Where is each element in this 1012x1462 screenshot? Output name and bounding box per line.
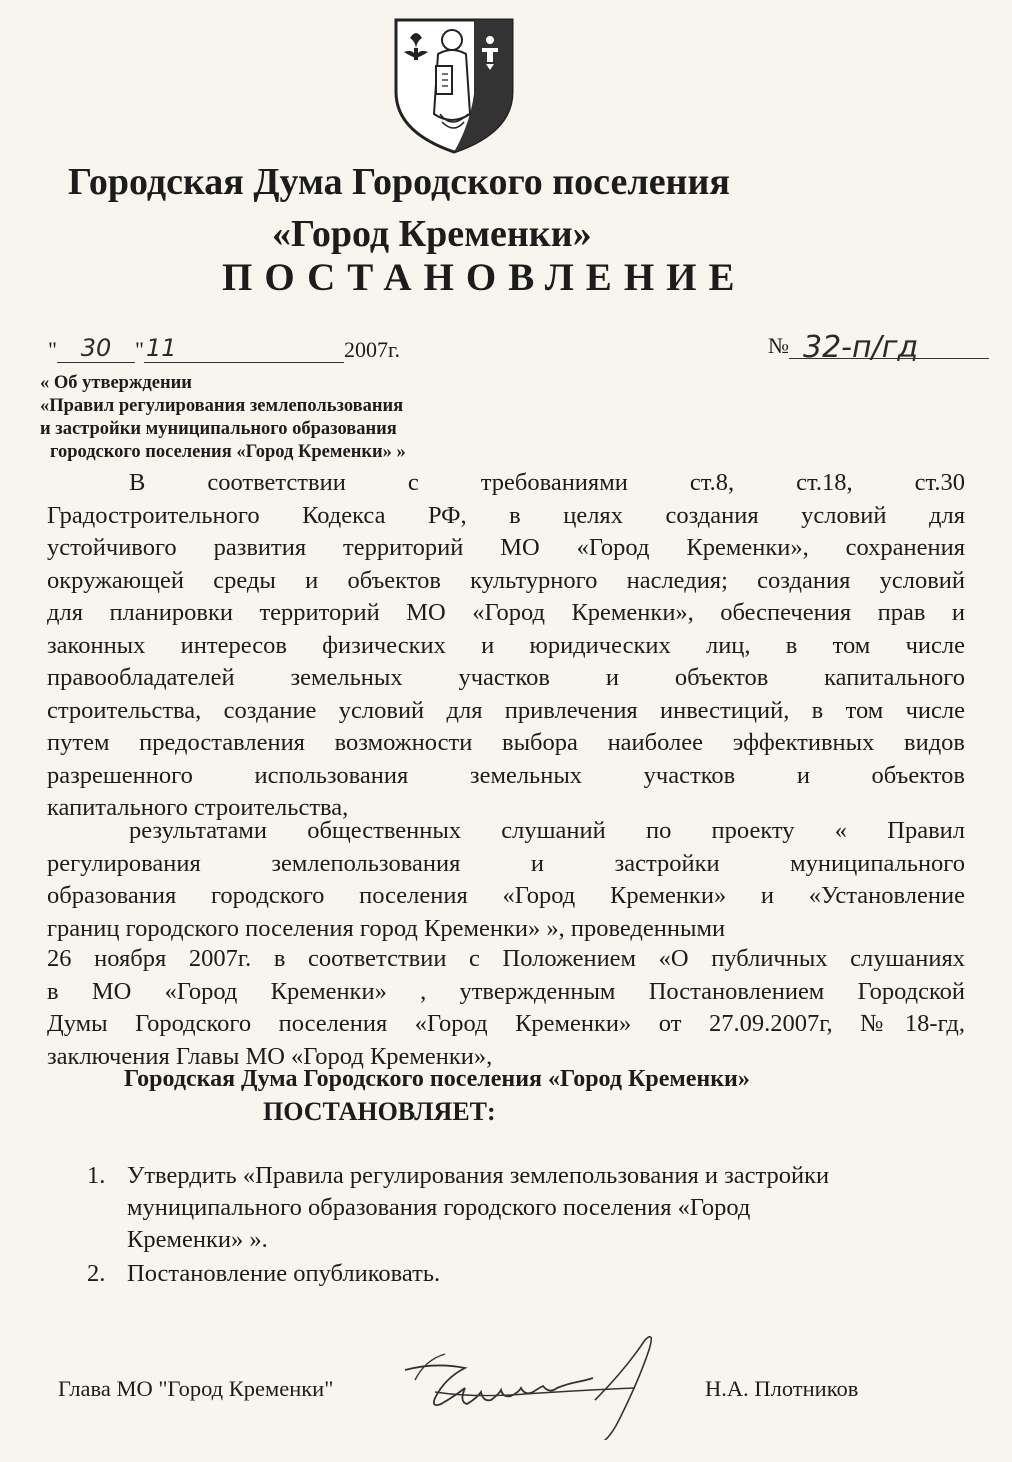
text-line: правообладателей земельных участков и объектов капитального: [47, 664, 965, 691]
document-number: [768, 330, 989, 365]
list-item-line: Утвердить «Правила регулирования землепользования и застройки: [127, 1162, 830, 1189]
coat-of-arms-icon: [390, 14, 518, 156]
text-line: Думы Городского поселения «Город Кременки» от 27.09.2007г, №18-гд,: [47, 1010, 965, 1037]
text-line: заключения Главы МО «Город Кременки»,: [47, 1042, 493, 1070]
organization-title-line1: Городская Дума Городского поселения: [68, 161, 730, 203]
date-year: 2007г.: [343, 337, 401, 362]
document-subject: [40, 372, 510, 464]
decree-authority: Городская Дума Городского поселения «Город Кременки»: [124, 1066, 750, 1092]
list-item-number: 2.: [87, 1260, 106, 1287]
date-day: 30: [57, 334, 135, 363]
list-item-line: Кременки» ».: [127, 1226, 268, 1253]
hearings-paragraph: [47, 815, 965, 945]
document-date: [48, 334, 400, 363]
date-month: 11: [144, 334, 344, 363]
subject-line: «Правил регулирования землепользования: [40, 396, 404, 416]
handwritten-signature-icon: [395, 1330, 695, 1440]
text-line: регулирования землепользования и застройки муниципального: [47, 849, 965, 877]
list-item-line: Постановление опубликовать.: [127, 1260, 441, 1287]
signatory-title: Глава МО "Город Кременки": [58, 1376, 334, 1401]
subject-line: и застройки муниципального образования: [40, 419, 397, 439]
text-line: окружающей среды и объектов культурного наследия; создания условий: [47, 566, 965, 594]
text-line: Градостроительного Кодекса РФ, в целях создания условий для: [47, 501, 965, 529]
preamble-paragraph: [47, 467, 965, 825]
regulation-paragraph: [47, 943, 965, 1073]
text-line: строительства, создание условий для привлечения инвестиций, в том числе: [47, 696, 965, 724]
text-line: образования городского поселения «Город Кременки» и «Установление: [47, 882, 965, 909]
text-line: путем предоставления возможности выбора наиболее эффективных видов: [47, 729, 965, 756]
document-type-title: ПОСТАНОВЛЕНИЕ: [222, 256, 747, 299]
text-line: 26 ноября 2007г. в соответствии с Положением «О публичных слушаниях: [47, 945, 965, 972]
text-line: В соответствии с требованиями ст.8, ст.18, ст.30: [129, 469, 965, 496]
list-item-number: 1.: [87, 1162, 106, 1189]
text-line: капитального строительства,: [47, 794, 349, 821]
list-item: [87, 1160, 967, 1260]
list-item: [87, 1258, 967, 1294]
text-line: устойчивого развития территорий МО «Город Кременки», сохранения: [47, 534, 965, 561]
text-line: в МО «Город Кременки» , утвержденным Постановлением Городской: [47, 977, 965, 1005]
list-item-line: муниципального образования городского поселения «Город: [127, 1194, 751, 1221]
text-line: разрешенного использования земельных участков и объектов: [47, 761, 965, 789]
text-line: границ городского поселения город Кременки» », проведенными: [47, 914, 726, 942]
text-line: для планировки территорий МО «Город Кременки», обеспечения прав и: [47, 599, 965, 626]
subject-line: городского поселения «Город Кременки» »: [50, 442, 406, 462]
date-quote-open: ": [48, 337, 57, 362]
text-line: законных интересов физических и юридических лиц, в том числе: [47, 631, 965, 659]
decree-heading: ПОСТАНОВЛЯЕТ:: [263, 1097, 496, 1126]
number-prefix: №: [768, 333, 789, 358]
subject-line: « Об утверждении: [40, 373, 192, 393]
signatory-name: Н.А. Плотников: [705, 1376, 859, 1401]
organization-title-line2: «Город Кременки»: [272, 213, 592, 255]
text-line: результатами общественных слушаний по проекту « Правил: [129, 817, 965, 844]
date-quote-mid: ": [134, 337, 144, 362]
number-value: 32-п/гд: [789, 330, 989, 359]
